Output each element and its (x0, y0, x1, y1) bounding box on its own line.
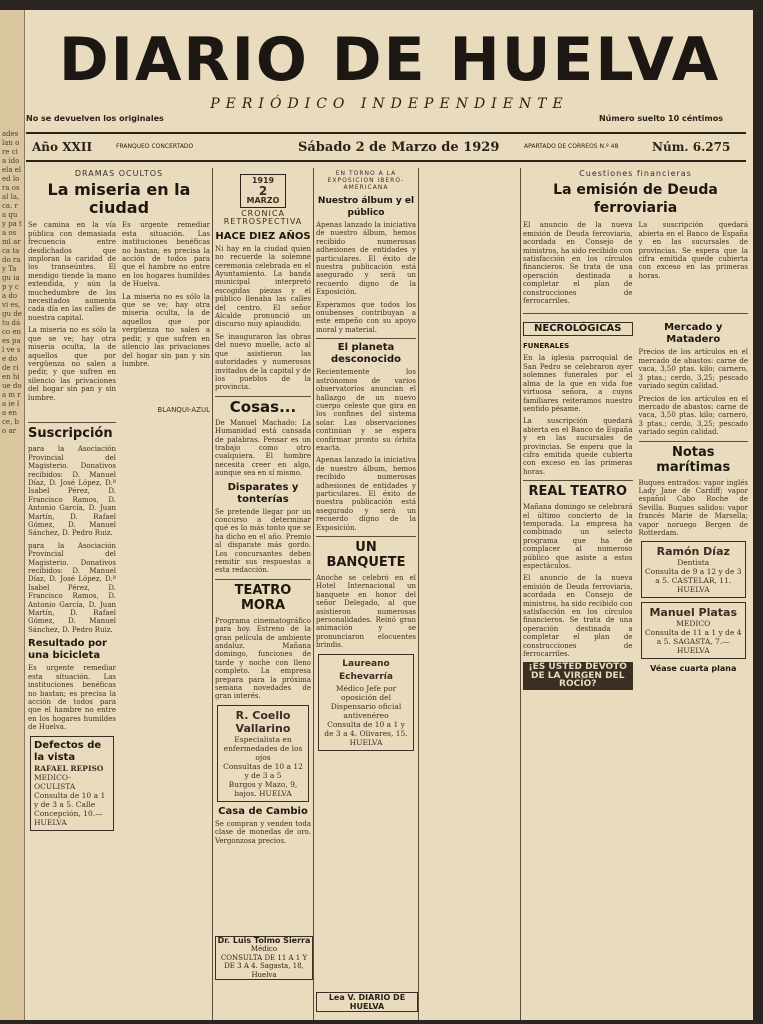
article-paragraph: El anuncio de la nueva emisión de Deuda ferroviaria, acordada en Consejo de ministros, ha sido recibido con satisfacción en los círculos financieros. Se trata de una operación destinada a completar el plan de construcciones de ferrocarriles. (523, 221, 633, 306)
anniversary-header (215, 174, 311, 208)
masthead (26, 10, 753, 150)
article-headline: HACE DIEZ AÑOS (215, 230, 311, 242)
article-paragraph: La suscripción quedará abierta en el Banco de España y en las sucursales de provincias. Se espera que la cifra emitida quede cubierta con exceso en las primeras horas. (638, 221, 748, 280)
banquet-text: Anoche se celebró en el Hotel Internacional un banquete en honor del señor Delegado, al que asistieron numerosas personalidades. Reinó gran animación y se pronunciaron elocuentes brindis. (316, 574, 416, 650)
year-label: Año XXII (32, 140, 93, 154)
advertiser-name: Manuel Platas (649, 606, 738, 620)
article-kicker: DRAMAS OCULTOS (74, 169, 164, 178)
read-diario-ad: Lea V. DIARIO DE HUELVA (316, 992, 418, 1012)
market-text: Precios de los artículos en el mercado de abastos: carne de vaca, 3,50 ptas. kilo; carnero, 3 ptas.; cerdo, 3,25; pescado variado según calidad. (638, 394, 748, 437)
article-kicker: CRONICA RETROSPECTIVA (223, 209, 303, 227)
subscription-headline: Suscripción (28, 422, 116, 441)
article-body (523, 221, 748, 309)
planet-headline: El planeta desconocido (316, 338, 416, 366)
date-box (240, 174, 287, 208)
newspaper-subtitle: PERIÓDICO INDEPENDIENTE (210, 96, 569, 112)
subscription-list: para la Asociación Provincial del Magisterio. Donativos recibidos: D. Manuel Díaz, D. José López, D.ª Isabel Pérez, D. Francisco Ramos, D. Antonio García, D. Juan Martín, D. Rafael Gómez, D. Manuel Sánchez, D. Pedro Ruiz. (28, 541, 116, 634)
issue-number: Núm. 6.275 (652, 140, 731, 154)
article-signature: BLANQUI-AZUL (157, 405, 210, 414)
article-kicker: EN TORNO A LA EXPOSICION IBERO-AMERICANA (327, 170, 405, 191)
article-paragraph: La miseria no es sólo la que se ve; hay otra miseria oculta, la de aquellos que por vergüenza no salen a pedir, y que sufren en silencio las privaciones del hogar sin pan y sin lumbre. (28, 326, 116, 402)
column-divider (212, 168, 213, 1020)
maritime-text: Buques entrados: vapor inglés Lady Jane de Cardiff; vapor español Cabo Roche de Sevilla. Buques salidos: vapor francés Marie de Marsella; vapor noruego Bergen de Rotterdam. (638, 478, 748, 537)
originals-note: No se devuelven los originales (26, 114, 164, 123)
advertiser-specialty: MEDICO (676, 619, 711, 629)
date-day: 2 (258, 184, 268, 198)
obituaries-headline: NECROLÓGICAS (523, 322, 633, 336)
optician-name: RAFAEL REPISO (34, 763, 104, 773)
article-headline: La miseria en la ciudad (47, 180, 191, 218)
maritime-headline: Notas marítimas (639, 441, 749, 475)
optician-title: MEDICO-OCULISTA (34, 772, 76, 791)
column-3 (316, 168, 416, 1020)
dentist-ad (641, 541, 747, 598)
advertiser-address: Consulta de 11 a 1 y de 4 a 5. SAGASTA, 7.—HUELVA (644, 628, 742, 656)
advertiser-name: Ramón Díaz (656, 545, 730, 559)
real-teatro-headline: REAL TEATRO (523, 480, 633, 499)
column-2 (215, 168, 311, 1020)
advertiser-address: Burgos y Mazo, 9, bajos. HUELVA (228, 779, 298, 798)
newspaper-page (0, 10, 753, 1020)
cosas-headline: Cosas... (215, 396, 311, 415)
issue-date: Sábado 2 de Marzo de 1929 (298, 140, 500, 155)
price-note: Número suelto 10 céntimos (598, 114, 723, 123)
lower-columns (28, 418, 210, 834)
market-text: Precios de los artículos en el mercado de abastos: carne de vaca, 3,50 ptas. kilo; carnero, 3 ptas.; cerdo, 3,25; pescado variado según calidad. (638, 348, 748, 391)
disparates-headline: Disparates y tonterías (227, 481, 299, 505)
cosas-text: De Manuel Machado: La Humanidad está cansada de palabras. Pensar es un trabajo como otro cualquiera. El hombre necesita creer en algo, aunque sea en sí mismo. (215, 418, 311, 478)
franqueo-label: FRANQUEO CONCERTADO (116, 143, 194, 150)
masthead-rule-top (26, 132, 746, 134)
market-headline: Mercado y Matadero (664, 322, 723, 346)
optician-address: Consulta de 10 a 1 y de 3 a 5. Calle Concepción, 10.—HUELVA (34, 790, 106, 827)
bicycle-text: Es urgente remediar esta situación. Las instituciones benéficas no bastan; es precisa la acción de todos para que el hambre no entre en los hogares humildes de Huelva. (28, 664, 116, 732)
real-teatro-text: Mañana domingo se celebrará el último concierto de la temporada. La empresa ha combinado un selecto programa que ha de complacer al numeroso público que asiste a estos espectáculos. (523, 503, 633, 570)
masthead-rule-bottom (26, 160, 746, 162)
advertiser-name: Laureano Echevarría (339, 658, 393, 682)
column-divider (418, 168, 419, 1020)
advertiser-name: R. Coello Vallarino (235, 708, 291, 735)
article-paragraph: Es urgente remediar esta situación. Las instituciones benéficas no bastan; es precisa la acción de todos para que el hambre no entre en los hogares humildes de Huelva. (122, 221, 210, 289)
advertiser-specialty: Dentista (677, 558, 710, 568)
column-1 (28, 168, 210, 1020)
teatro-mora-headline: TEATRO MORA (215, 579, 311, 613)
newspaper-title: DIARIO DE HUELVA (58, 25, 721, 95)
article-paragraph: La miseria no es sólo la que se ve; hay otra miseria oculta, la de aquellos que por vergüenza no salen a pedir, y que sufren en silencio las privaciones del hogar sin pan y sin lumbre. (122, 292, 210, 368)
advertiser-specialty: Médico (250, 945, 278, 953)
date-month: MARZO (246, 196, 280, 205)
info-bar (26, 136, 746, 158)
exchange-headline: Casa de Cambio (218, 805, 308, 817)
spine-text: ades lan ore cia ido ela el ed lo ra os al la, ca. ra qu y pa ta os ml ar ca ta do ra y Ta gu ia p y ca do vi es, gu de tu dá co en es pal ve se do de ri en hi ue do a m ra ie la en ce, bo ar (2, 130, 22, 435)
tolmo-ad (215, 936, 313, 981)
advertiser-specialty: Especialista en enfermedades de los ojos (223, 734, 303, 762)
article-headline: Nuestro álbum y el público (317, 196, 415, 218)
advertiser-name: Dr. Luis Tolmo Sierra (217, 935, 311, 945)
article-paragraph: Se camina en la vía pública con demasiada frecuencia entre desdichados que imploran la caridad de los transeúntes. El mendigo tiende la mano extendida, y aún la muchedumbre de los necesitados aumenta cada día en las calles de nuestra capital. (28, 221, 116, 322)
date-year: 1919 (251, 176, 275, 185)
advertiser-address: Consulta de 10 a 1 y de 3 a 4. Olivares, 15. HUELVA (324, 719, 408, 747)
exchange-text: Se compran y venden toda clase de monedas de oro. Vergonzosa precios. (215, 819, 311, 845)
article-paragraph: Se inauguraron las obras del nuevo muelle, acto al que asistieron las autoridades y numerosos invitados de la capital y de los pueblos de la provincia. (215, 332, 311, 392)
banquet-headline: UN BANQUETE (316, 536, 416, 570)
planet-text: Recientemente los astrónomos de varios observatorios anuncian el hallazgo de un nuevo cuerpo celeste que gira en los confines del sistema solar. Las observaciones continúan y se espera confirmar pronto su órbita exacta. (316, 368, 416, 452)
optician-headline: Defectos de la vista (34, 739, 102, 763)
votive-banner: ¡ES USTED DEVOTO DE LA VIRGEN DEL ROCÍO? (523, 662, 633, 689)
physician-ad (318, 654, 414, 751)
advertiser-specialty: Médico Jefe por oposición del Dispensario oficial antivenéreo (330, 683, 402, 720)
article-paragraph: Ni hay en la ciudad quien no recuerde la solemne ceremonia celebrada en el Ayuntamiento. La banda municipal interpretó escogidas piezas y el público llenaba las calles del centro. El señor Alcalde pronunció un discurso muy aplaudido. (215, 244, 311, 329)
article-headline: La emisión de Deuda ferroviaria (553, 182, 718, 217)
teatro-mora-text: Programa cinematográfico para hoy. Estreno de la gran película de ambiente andaluz. Mañana domingo, funciones de tarde y noche con lleno completo. La empresa prepara para la próxima semana novedades de gran interés. (215, 616, 311, 701)
doctor-ad (641, 602, 747, 659)
lower-columns (523, 318, 748, 692)
column-divider (520, 168, 521, 1020)
article-paragraph: Apenas lanzado la iniciativa de nuestro álbum, hemos recibido numerosas adhesiones de entidades y particulares. El éxito de nuestra publicación está asegurado y será un recuerdo digno de la Exposición. (316, 221, 416, 297)
real-teatro-text: El anuncio de la nueva emisión de Deuda ferroviaria, acordada en Consejo de ministros, ha sido recibido con satisfacción en los círculos financieros. Se trata de una operación destinada a completar el plan de construcciones de ferrocarriles. (523, 574, 633, 659)
column-divider (313, 168, 314, 1020)
ophthalmologist-ad (217, 705, 309, 802)
advertiser-hours: Consultas de 10 a 12 y de 3 a 5 (223, 761, 303, 780)
article-body (28, 221, 210, 406)
po-box-label: APARTADO DE CORREOS N.º 48 (524, 143, 619, 150)
article-paragraph: Esperamos que todos los onubenses contribuyan a este empeño con su apoyo moral y material. (316, 300, 416, 334)
article-kicker: Cuestiones financieras (579, 169, 692, 178)
continued-note: Véase cuarta plana (650, 664, 737, 674)
column-4 (523, 168, 748, 1020)
disparates-text: Se pretende llegar por un concurso a determinar qué es lo más tonto que se ha dicho en el año. Premio al disparate más gordo. Los concursantes deben remitir sus respuestas a esta redacción. (215, 507, 311, 575)
advertiser-address: CONSULTA DE 11 A 1 Y DE 3 A 4. Sagasta, 18, Huelva (220, 953, 308, 979)
section-divider (523, 313, 748, 314)
obituaries-text: En la iglesia parroquial de San Pedro se celebraron ayer solemnes funerales por el alma de la que en vida fue virtuosa señora, a cuyos familiares reiteramos nuestro sentido pésame. (523, 354, 633, 413)
optician-ad (30, 736, 114, 831)
previous-page-edge (0, 10, 25, 1020)
subscription-list: para la Asociación Provincial del Magisterio. Donativos recibidos: D. Manuel Díaz, D. José López, D.ª Isabel Pérez, D. Francisco Ramos, D. Antonio García, D. Juan Martín, D. Rafael Gómez, D. Manuel Sánchez, D. Pedro Ruiz. (28, 445, 116, 538)
bicycle-headline: Resultado por una bicicleta (28, 638, 107, 662)
advertiser-address: Consulta de 9 a 12 y de 3 a 5. CASTELAR, 11. HUELVA (644, 567, 742, 595)
funerals-subhead: FUNERALES (523, 342, 570, 351)
planet-text: Apenas lanzado la iniciativa de nuestro álbum, hemos recibido numerosas adhesiones de entidades y particulares. El éxito de nuestra publicación está asegurado y será un recuerdo digno de la Exposición. (316, 456, 416, 532)
obituaries-text: La suscripción quedará abierta en el Banco de España y en las sucursales de provincias. Se espera que la cifra emitida quede cubierta con exceso en las primeras horas. (523, 417, 633, 476)
